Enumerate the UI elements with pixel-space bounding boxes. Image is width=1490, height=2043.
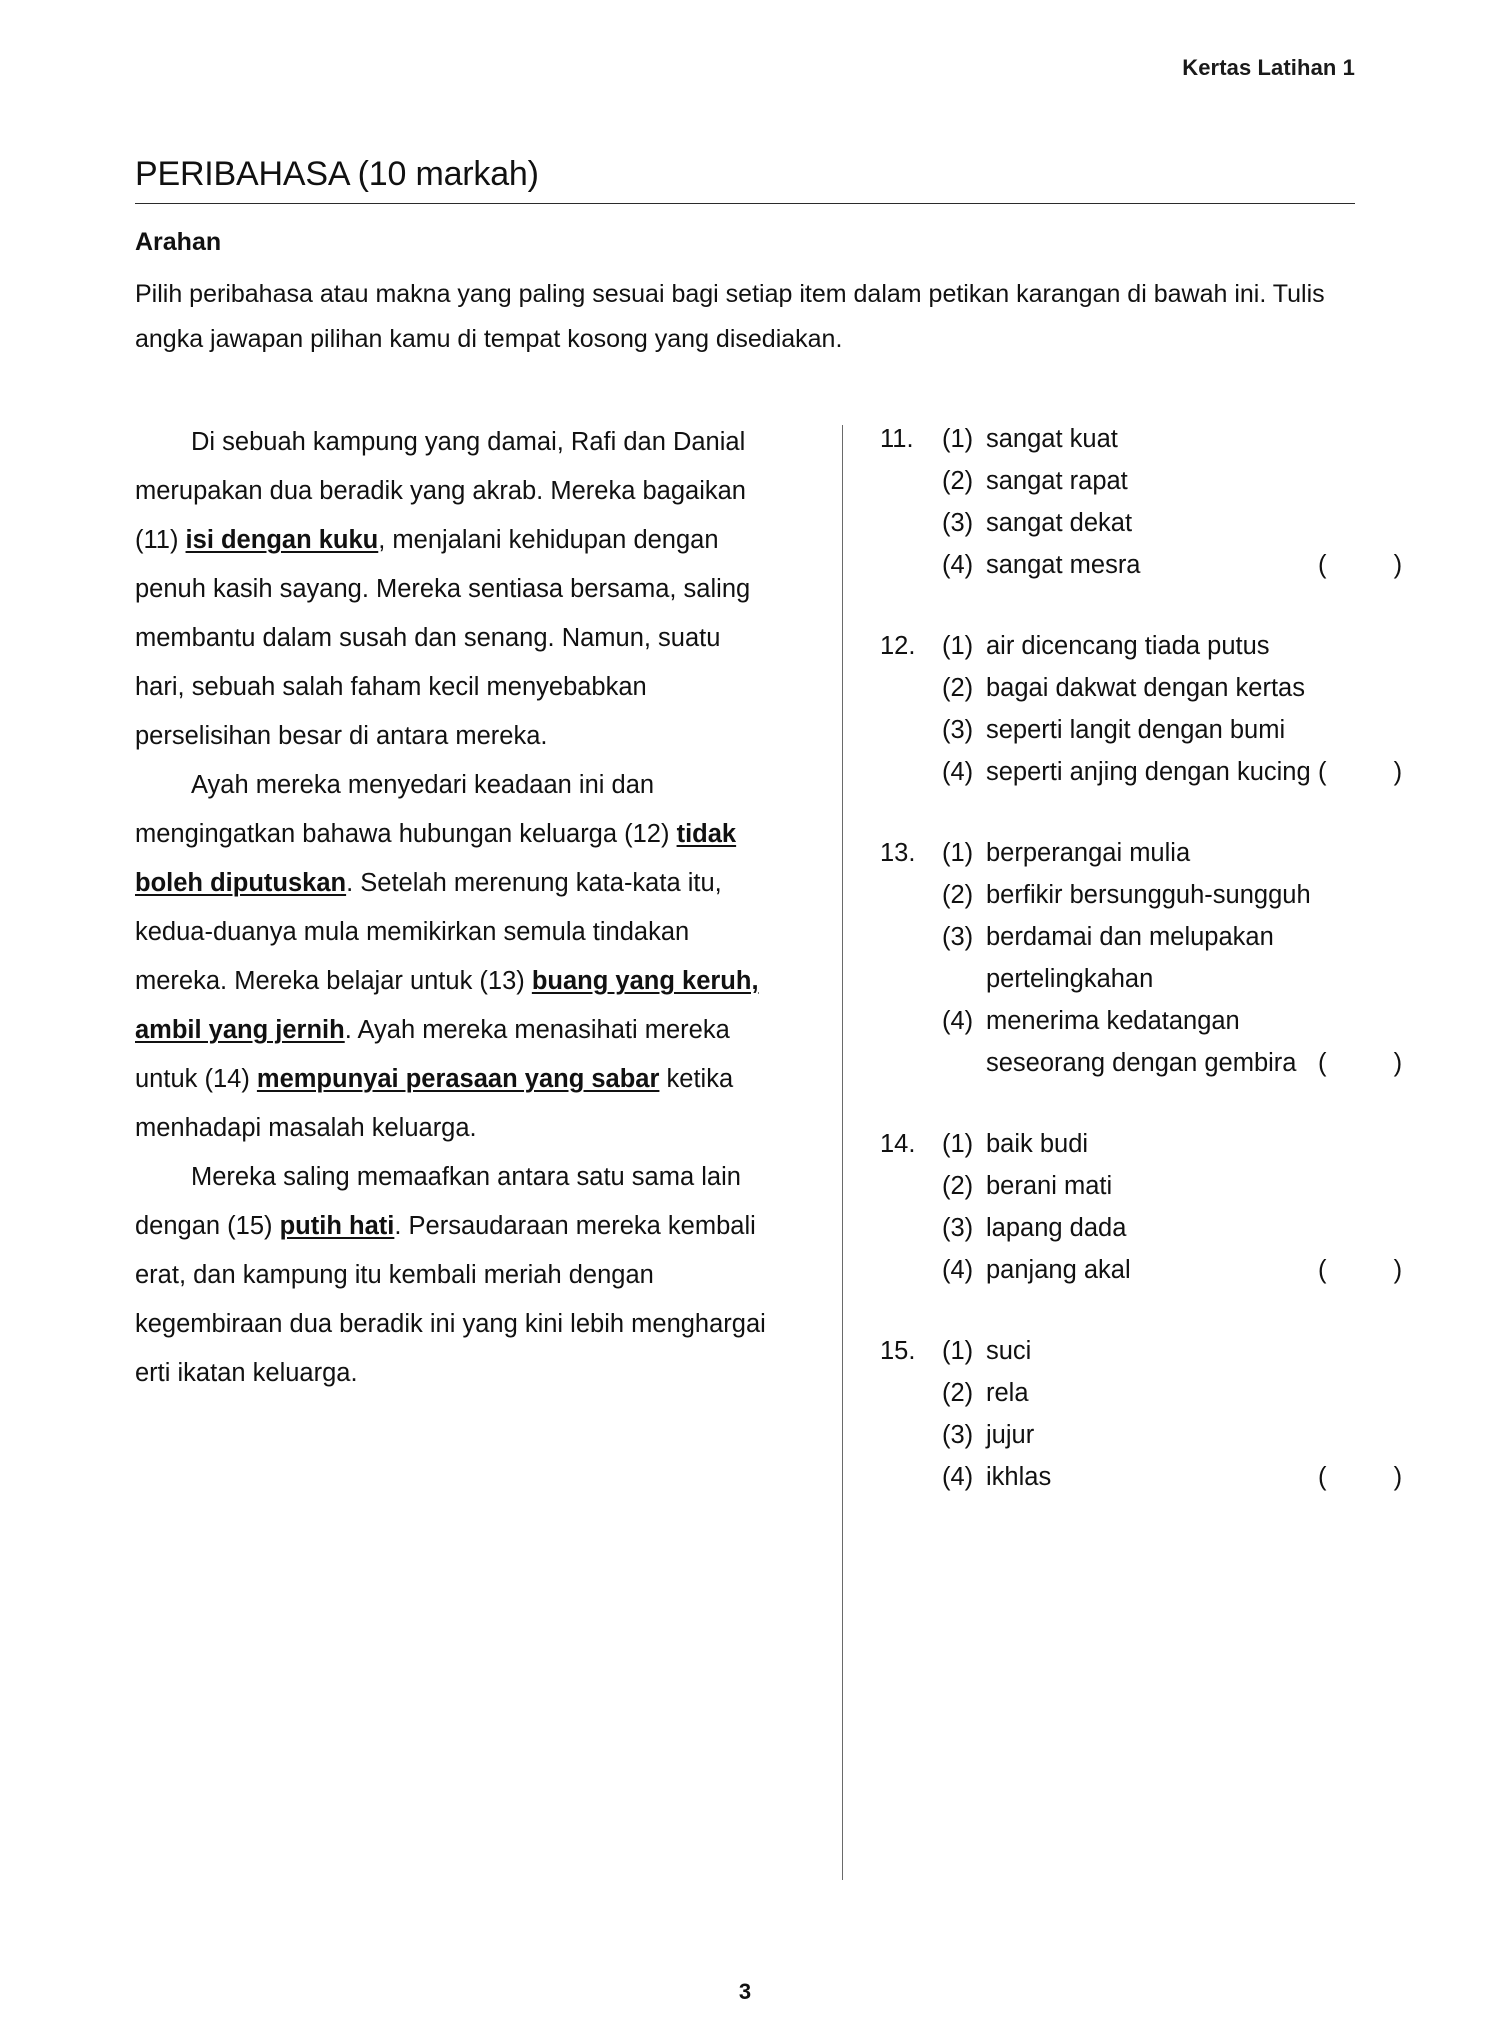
option-text: panjang akal [986, 1256, 1131, 1284]
question-number: 11. [880, 425, 914, 453]
running-header: Kertas Latihan 1 [1182, 55, 1355, 80]
option-row[interactable] [942, 916, 1360, 1000]
option-row[interactable] [942, 1000, 1433, 1084]
option-marker: (4) [942, 1463, 974, 1491]
option-row[interactable] [942, 625, 1360, 667]
page-number: 3 [738, 1979, 752, 2004]
option-text: jujur [986, 1421, 1035, 1449]
option-list [942, 418, 1433, 586]
passage-blank-answer: putih hati [279, 1212, 395, 1240]
passage-run: Di sebuah kampung yang damai, Rafi dan Danial merupakan dua beradik yang akrab. Mereka bagaikan (11) [135, 428, 746, 554]
passage-text [135, 418, 775, 1398]
passage-run: . Persaudaraan mereka kembali erat, dan kampung itu kembali meriah dengan kegembiraan dua beradik ini yang kini lebih menghargai erti ikatan keluarga. [135, 1212, 766, 1387]
question-item [880, 1123, 1433, 1291]
instructions-heading: Arahan [135, 228, 222, 256]
option-row[interactable] [942, 751, 1433, 793]
option-text: berani mati [986, 1172, 1113, 1200]
option-text: ikhlas [986, 1463, 1052, 1491]
option-marker: (4) [942, 1007, 974, 1035]
passage-run: Ayah mereka menyedari keadaan ini dan mengingatkan bahawa hubungan keluarga (12) [135, 771, 677, 848]
question-item [880, 418, 1433, 586]
answer-bracket[interactable]: ( ) [1318, 551, 1433, 579]
answer-bracket[interactable]: ( ) [1318, 1256, 1433, 1284]
option-marker: (1) [942, 425, 974, 453]
option-marker: (3) [942, 716, 974, 744]
passage-run: Mereka saling memaafkan antara satu sama lain dengan (15) [135, 1163, 741, 1240]
option-text: berdamai dan melupakan pertelingkahan [986, 923, 1274, 993]
option-marker: (1) [942, 1130, 974, 1158]
answer-bracket[interactable]: ( ) [1318, 1463, 1433, 1491]
option-marker: (2) [942, 1379, 974, 1407]
column-divider [842, 425, 843, 1880]
option-row[interactable] [942, 1330, 1360, 1372]
question-item [880, 625, 1433, 793]
option-row[interactable] [942, 460, 1360, 502]
instructions-body: Pilih peribahasa atau makna yang paling sesuai bagi setiap item dalam petikan karangan di bawah ini. Tulis angka jawapan pilihan kamu di tempat kosong yang disediakan. [135, 280, 1325, 353]
option-marker: (3) [942, 1421, 974, 1449]
option-text: baik budi [986, 1130, 1089, 1158]
question-item [880, 832, 1433, 1084]
option-text: berperangai mulia [986, 839, 1191, 867]
option-row[interactable] [942, 1207, 1360, 1249]
option-row[interactable] [942, 544, 1433, 586]
passage-blank-answer: mempunyai perasaan yang sabar [256, 1065, 660, 1093]
answer-bracket[interactable]: ( ) [1318, 758, 1433, 786]
option-row[interactable] [942, 667, 1360, 709]
section-title: PERIBAHASA (10 markah) [135, 155, 539, 193]
option-marker: (2) [942, 1172, 974, 1200]
option-text: seperti langit dengan bumi [986, 716, 1286, 744]
option-row[interactable] [942, 1249, 1433, 1291]
passage-paragraph [135, 418, 775, 761]
passage-run: , menjalani kehidupan dengan penuh kasih sayang. Mereka sentiasa bersama, saling membantu dalam susah dan senang. Namun, suatu hari, sebuah salah faham kecil menyebabkan perselisihan besar di antara mereka. [135, 526, 751, 750]
option-text: sangat mesra [986, 551, 1141, 579]
passage-run: . Setelah merenung kata-kata itu, kedua-duanya mula memikirkan semula tindakan mereka. Mereka belajar untuk (13) [135, 869, 722, 995]
option-marker: (3) [942, 923, 974, 951]
option-row[interactable] [942, 1372, 1360, 1414]
option-marker: (1) [942, 839, 974, 867]
option-row[interactable] [942, 874, 1360, 916]
option-row[interactable] [942, 1165, 1360, 1207]
passage-blank-answer: buang yang keruh, ambil yang jernih [135, 967, 759, 1044]
option-text: rela [986, 1379, 1029, 1407]
option-text: sangat rapat [986, 467, 1128, 495]
option-text: bagai dakwat dengan kertas [986, 674, 1305, 702]
passage-blank-answer: isi dengan kuku [185, 526, 379, 554]
answer-bracket[interactable]: ( ) [1318, 1049, 1433, 1077]
option-text: sangat dekat [986, 509, 1133, 537]
option-text: lapang dada [986, 1214, 1127, 1242]
question-number: 12. [880, 632, 916, 660]
question-item [880, 1330, 1433, 1498]
option-marker: (3) [942, 1214, 974, 1242]
option-text: berfikir bersungguh-sungguh [986, 881, 1311, 909]
option-text: menerima kedatangan seseorang dengan gembira [986, 1007, 1297, 1077]
option-marker: (4) [942, 758, 974, 786]
option-text: suci [986, 1337, 1032, 1365]
option-row[interactable] [942, 502, 1360, 544]
option-row[interactable] [942, 418, 1360, 460]
passage-run: ketika menhadapi masalah keluarga. [135, 1065, 734, 1142]
option-marker: (4) [942, 1256, 974, 1284]
option-marker: (1) [942, 1337, 974, 1365]
option-list [942, 1123, 1433, 1291]
question-number: 13. [880, 839, 916, 867]
passage-paragraph [135, 1153, 775, 1398]
option-row[interactable] [942, 1123, 1360, 1165]
passage-run: . Ayah mereka menasihati mereka untuk (14) [135, 1016, 730, 1093]
option-row[interactable] [942, 1456, 1433, 1498]
question-number: 15. [880, 1337, 916, 1365]
option-marker: (3) [942, 509, 974, 537]
title-divider [135, 203, 1355, 204]
option-marker: (2) [942, 674, 974, 702]
option-row[interactable] [942, 709, 1360, 751]
question-number: 14. [880, 1130, 916, 1158]
passage-paragraph [135, 761, 775, 1153]
question-list [880, 418, 1433, 1537]
option-marker: (4) [942, 551, 974, 579]
option-marker: (2) [942, 881, 974, 909]
option-text: air dicencang tiada putus [986, 632, 1270, 660]
option-list [942, 832, 1433, 1084]
passage-blank-answer: tidak boleh diputuskan [135, 820, 737, 897]
option-text: sangat kuat [986, 425, 1118, 453]
option-row[interactable] [942, 832, 1360, 874]
option-text: seperti anjing dengan kucing [986, 758, 1311, 786]
option-row[interactable] [942, 1414, 1360, 1456]
option-marker: (1) [942, 632, 974, 660]
option-list [942, 1330, 1433, 1498]
option-list [942, 625, 1433, 793]
option-marker: (2) [942, 467, 974, 495]
